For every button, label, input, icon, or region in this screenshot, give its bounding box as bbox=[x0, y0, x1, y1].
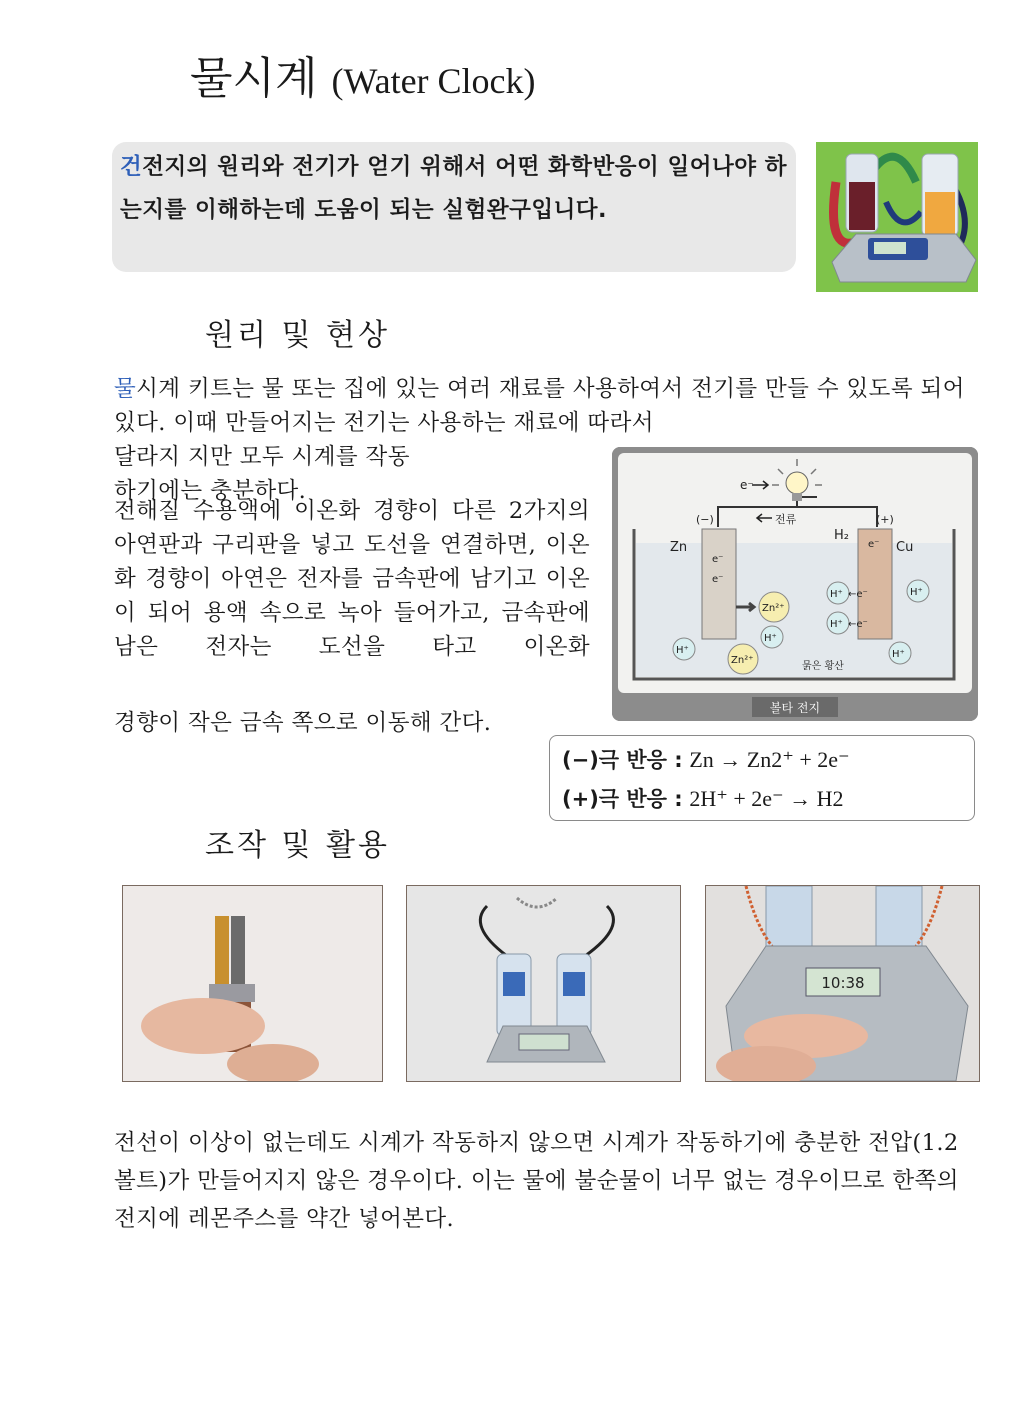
section-heading-principle: 원리 및 현상 bbox=[205, 318, 390, 353]
diagram-label-electron: e⁻ bbox=[740, 478, 754, 492]
positive-electrode-reaction bbox=[562, 783, 844, 813]
photo-water-clock-wired bbox=[406, 885, 681, 1082]
svg-text:e⁻: e⁻ bbox=[868, 539, 880, 550]
eq2-label: (+)극 반응 : bbox=[562, 787, 683, 811]
negative-electrode-reaction bbox=[562, 744, 850, 774]
clock-display-text: 10:38 bbox=[821, 974, 865, 992]
p1-first-char: 물 bbox=[114, 376, 137, 402]
title-english: (Water Clock) bbox=[331, 61, 536, 101]
svg-text:H⁺: H⁺ bbox=[892, 649, 905, 660]
svg-text:H⁺: H⁺ bbox=[764, 633, 777, 644]
svg-text:H⁺: H⁺ bbox=[830, 619, 843, 630]
eq1-math: Zn → Zn2⁺ + 2e⁻ bbox=[689, 747, 850, 772]
section-heading-usage: 조작 및 활용 bbox=[205, 828, 390, 863]
svg-text:e⁻: e⁻ bbox=[712, 554, 724, 565]
diagram-label-cu: Cu bbox=[896, 540, 914, 555]
p1-line3: 달라지 지만 모두 시계를 작동 bbox=[114, 444, 410, 470]
diagram-label-h-ion: H⁺ bbox=[676, 645, 689, 656]
eq1-label: (−)극 반응 : bbox=[562, 748, 683, 772]
p1-body: 시계 키트는 물 또는 집에 있는 여러 재료를 사용하여서 전기를 만들 수 있도록 되어 있다. 이때 만들어지는 전기는 사용하는 재료에 따라서 bbox=[114, 376, 965, 436]
svg-text:Zn²⁺: Zn²⁺ bbox=[731, 655, 754, 666]
diagram-label-positive: (+) bbox=[876, 513, 894, 526]
diagram-label-acid: 묽은 황산 bbox=[802, 661, 844, 672]
intro-first-char: 건 bbox=[120, 154, 143, 180]
svg-text:←e⁻: ←e⁻ bbox=[848, 589, 868, 600]
photo-clock-display bbox=[705, 885, 980, 1082]
svg-text:←e⁻: ←e⁻ bbox=[848, 619, 868, 630]
p2-last-line: 경향이 작은 금속 쪽으로 이동해 간다. bbox=[114, 710, 492, 736]
intro-text bbox=[120, 146, 790, 232]
electrolyte-paragraph bbox=[114, 494, 590, 664]
voltaic-cell-diagram bbox=[612, 447, 978, 721]
diagram-label-negative: (−) bbox=[696, 513, 714, 526]
diagram-label-current: 전류 bbox=[775, 513, 797, 526]
diagram-label-h2: H₂ bbox=[834, 528, 849, 543]
page-title bbox=[190, 42, 536, 106]
title-korean: 물시계 bbox=[190, 53, 318, 104]
p1-line4: 하기에는 충분하다. bbox=[114, 478, 307, 504]
svg-text:H⁺: H⁺ bbox=[830, 589, 843, 600]
diagram-label-zn: Zn bbox=[670, 540, 688, 555]
photo-electrode-assembly bbox=[122, 885, 383, 1082]
diagram-label-zn-ion: Zn²⁺ bbox=[762, 603, 785, 614]
p2-body: 전해질 수용액에 이온화 경향이 다른 2가지의 아연판과 구리판을 넣고 도선을 연결하면, 이온화 경향이 아연은 전자를 금속판에 남기고 이온이 되어 용액 속으로 녹아 들어가고, 금속판에 남은 전자는 도선을 타고 이온화 bbox=[114, 498, 590, 660]
intro-body: 전지의 원리와 전기가 얻기 위해서 어떤 화학반응이 일어나야 하는지를 이해하는데 도움이 되는 실험완구입니다. bbox=[120, 154, 788, 223]
product-photo bbox=[816, 142, 978, 292]
eq2-math: 2H⁺ + 2e⁻ → H2 bbox=[689, 786, 844, 811]
principle-paragraph bbox=[114, 372, 974, 440]
svg-text:e⁻: e⁻ bbox=[712, 574, 724, 585]
troubleshooting-paragraph: 전선이 이상이 없는데도 시계가 작동하지 않으면 시계가 작동하기에 충분한 전압(1.2볼트)가 만들어지지 않은 경우이다. 이는 물에 불순물이 너무 없는 경우이므로 한쪽의 전지에 레몬주스를 약간 넣어본다. bbox=[114, 1130, 959, 1232]
svg-text:H⁺: H⁺ bbox=[910, 587, 923, 598]
diagram-caption: 볼타 전지 bbox=[769, 701, 821, 715]
